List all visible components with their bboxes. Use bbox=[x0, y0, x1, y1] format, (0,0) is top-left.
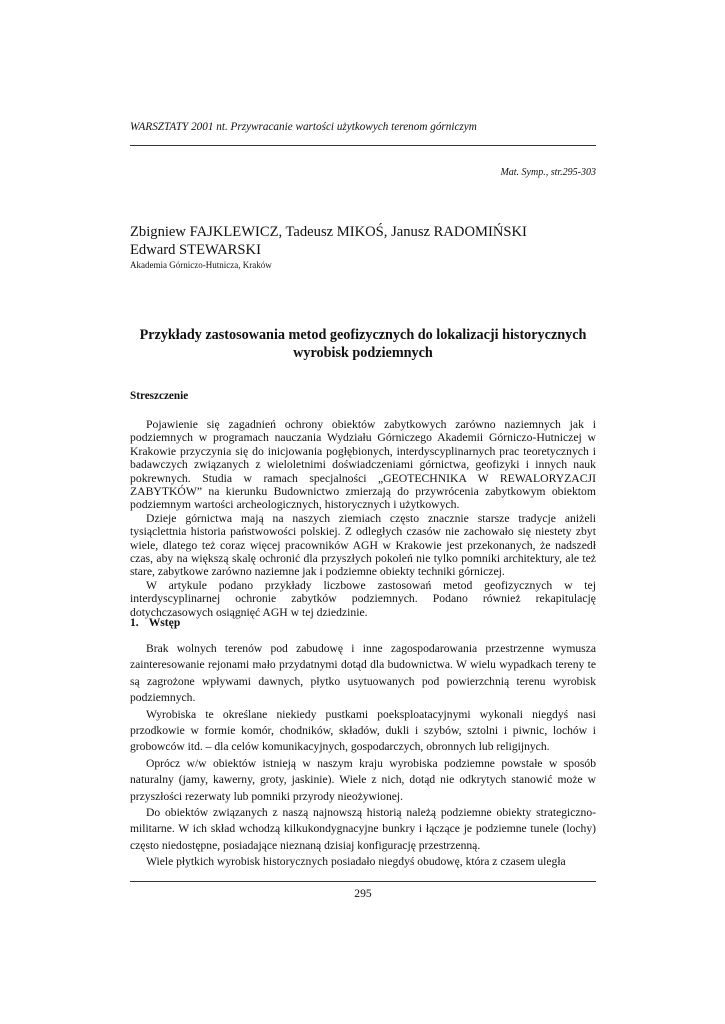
abstract-paragraph: Dzieje górnictwa mają na naszych ziemiach często znacznie starsze tradycje aniżeli tysiąclettnia historia państwowości polskiej. Z odległych czasów nie zachowało się niestety zbyt wiele, dlatego też coraz więcej pracowników AGH w Krakowie jest przekonanych, że nadszedł czas, aby na większą skalę ochronić dla przyszłych pokoleń nie tylko pomniki architektury, ale też stare, zabytkowe zarówno naziemne jak i podziemne obiekty techniki górniczej. bbox=[130, 511, 596, 579]
running-header: WARSZTATY 2001 nt. Przywracanie wartości użytkowych terenom górniczym bbox=[130, 121, 477, 133]
page-number: 295 bbox=[354, 887, 372, 900]
citation: Mat. Symp., str.295-303 bbox=[500, 167, 596, 178]
body-paragraph: Brak wolnych terenów pod zabudowę i inne zagospodarowania przestrzenne wymusza zainteresowanie rejonami mało przydatnymi dotąd dla budownictwa. W wielu wypadkach tereny te są zagrożone wpływami dawnych, płytko usytuowanych pod powierzchnią terenu wyrobisk podziemnych. bbox=[130, 642, 596, 705]
header-rule bbox=[130, 145, 596, 146]
authors-line-1: Zbigniew FAJKLEWICZ, Tadeusz MIKOŚ, Janusz RADOMIŃSKI bbox=[130, 224, 527, 240]
section-body bbox=[130, 641, 596, 871]
section-number: 1. bbox=[130, 616, 139, 629]
abstract-heading: Streszczenie bbox=[130, 390, 189, 402]
body-paragraph: Wyrobiska te określane niekiedy pustkami poeksploatacyjnymi wykonali niegdyś nasi przodkowie w formie komór, chodników, składów, dukli i szybów, sztolni i piwnic, lochów i grobowców itd. – dla celów komunikacyjnych, gospodarczych, obronnych lub religijnych. bbox=[130, 707, 596, 754]
body-paragraph: Oprócz w/w obiektów istnieją w naszym kraju wyrobiska podziemne powstałe w sposób naturalny (jamy, kawerny, groty, jaskinie). Wiele z nich, dotąd nie odkrytych stanowić może w przyszłości rezerwaty lub pomniki przyrody nieożywionej. bbox=[130, 756, 596, 803]
body-paragraph: Do obiektów związanych z naszą najnowszą historią należą podziemne obiekty strategiczno-militarne. W ich skład wchodzą kilkukondygnacyjne bunkry i łączące je podziemne tunele (lochy) często niedostępne, posiadające nieznaną dzisiaj konfigurację przestrzenną. bbox=[130, 806, 596, 852]
section-heading bbox=[130, 616, 180, 629]
abstract-paragraph: W artykule podano przykłady liczbowe zastosowań metod geofizycznych w tej interdyscyplinarnej ochronie zabytków podziemnych. Podano również rekapitulację dotychczasowych osiągnięć AGH w tej dziedzinie. bbox=[130, 578, 596, 619]
paper-title: Przykłady zastosowania metod geofizycznych do lokalizacji historycznych wyrobisk podziemnych bbox=[139, 327, 587, 361]
section-title: Wstęp bbox=[148, 616, 181, 629]
abstract-paragraph: Pojawienie się zagadnień ochrony obiektów zabytkowych zarówno naziemnych jak i podziemnych w programach nauczania Wydziału Górniczego Akademii Górniczo-Hutniczej w Krakowie przyczynia się do inicjowania pogłębionych, interdyscyplinarnych prac teoretycznych i badawczych związanych z wieloletnimi doświadczeniami górnictwa, geofizyki i innych nauk pokrewnych. Studia w ramach specjalności „GEOTECHNIKA W REWALORYZACJI ZABYTKÓW” na kierunku Budownictwo zmierzają do przywrócenia zabytkowym obiektom podziemnym wartości archeologicznych, historycznych i użytkowych. bbox=[130, 418, 596, 512]
footer-rule bbox=[130, 881, 596, 882]
authors-line-2: Edward STEWARSKI bbox=[130, 242, 261, 258]
abstract-body bbox=[130, 418, 596, 619]
affiliation: Akademia Górniczo-Hutnicza, Kraków bbox=[130, 260, 272, 270]
body-paragraph: Wiele płytkich wyrobisk historycznych posiadało niegdyś obudowę, która z czasem uległa bbox=[146, 855, 566, 869]
author-list bbox=[130, 223, 596, 259]
